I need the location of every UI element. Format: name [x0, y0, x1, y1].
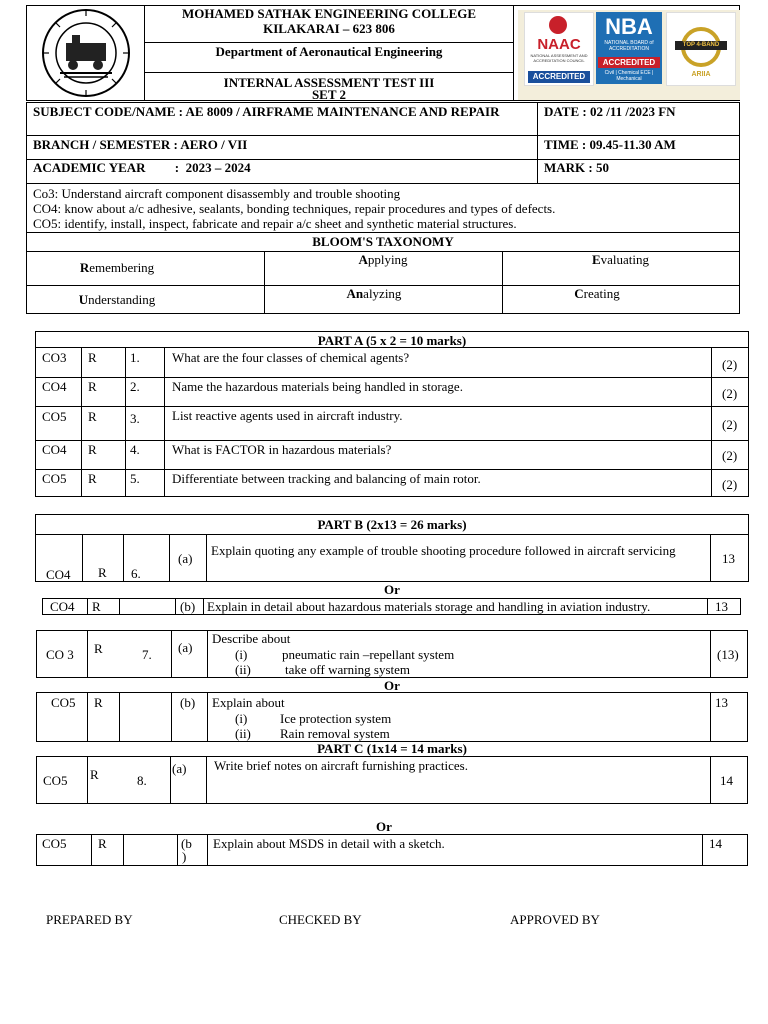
marks-cell: (2): [722, 477, 738, 492]
question-subpart: Rain removal system: [280, 726, 390, 741]
question-number: 1.: [130, 350, 140, 365]
naac-emblem-icon: [549, 16, 567, 34]
question-number: 8.: [137, 773, 147, 788]
or-divider: Or: [384, 582, 400, 597]
question-text: Explain quoting any example of trouble shooting procedure followed in aircraft servicing: [211, 543, 676, 558]
mark-field: MARK : 50: [544, 160, 609, 175]
marks-cell: (2): [722, 386, 738, 401]
question-number: 5.: [130, 471, 140, 486]
question-subpart: pneumatic rain –repellant system: [282, 647, 455, 662]
level-cell: R: [88, 442, 97, 457]
course-outcomes: [26, 183, 740, 233]
info-table: [26, 102, 740, 184]
roman-numeral: (i): [235, 647, 248, 662]
level-cell: R: [92, 599, 101, 614]
sub-label: (a): [178, 551, 193, 566]
part-c-q8a: [36, 756, 748, 804]
level-cell: R: [98, 565, 107, 580]
naac-title: NAAC: [537, 36, 581, 53]
question-subpart: take off warning system: [285, 662, 411, 677]
question-number: 3.: [130, 411, 140, 426]
approved-by: APPROVED BY: [510, 912, 600, 927]
sub-label: (b): [180, 599, 196, 614]
marks-cell: (2): [722, 417, 738, 432]
part-a-title: PART A (5 x 2 = 10 marks): [317, 333, 467, 348]
or-divider: Or: [376, 819, 392, 834]
sub-label: (a): [172, 761, 187, 776]
part-b-q7a: [36, 630, 748, 678]
co-cell: CO5: [43, 773, 68, 788]
question-text: Write brief notes on aircraft furnishing practices.: [214, 758, 468, 773]
or-divider: Or: [384, 678, 400, 693]
question-number: 6.: [131, 566, 141, 581]
level-cell: R: [88, 350, 97, 365]
roman-numeral: (i): [235, 711, 248, 726]
academic-year-field: ACADEMIC YEAR : 2023 – 2024: [33, 160, 251, 175]
blooms-title: BLOOM'S TAXONOMY: [312, 234, 454, 249]
question-text: Differentiate between tracking and balancing of main rotor.: [172, 471, 481, 486]
question-subpart: Ice protection system: [280, 711, 392, 726]
time-field: TIME : 09.45-11.30 AM: [544, 137, 676, 152]
nba-title: NBA: [605, 14, 653, 39]
question-number: 7.: [142, 647, 152, 662]
sub-label: (a): [178, 640, 193, 655]
marks-cell: 14: [709, 836, 722, 851]
part-b-title: PART B (2x13 = 26 marks): [317, 517, 467, 532]
bloom-analyzing: Analyzing: [346, 286, 402, 301]
question-text: List reactive agents used in aircraft industry.: [172, 408, 403, 423]
co-cell: CO 3: [46, 647, 74, 662]
roman-numeral: (ii): [235, 662, 251, 677]
question-text: Name the hazardous materials being handled in storage.: [172, 379, 463, 394]
sub-label: (b: [181, 836, 192, 851]
test-title: INTERNAL ASSESSMENT TEST III: [223, 75, 435, 90]
question-text: Explain in detail about hazardous materials storage and handling in aviation industry.: [207, 599, 651, 614]
blooms-table: [26, 232, 740, 314]
level-cell: R: [98, 836, 107, 851]
ariia-label: ARIIA: [691, 71, 711, 78]
part-a-table: [35, 331, 749, 497]
level-cell: R: [88, 409, 97, 424]
branch-field: BRANCH / SEMESTER : AERO / VII: [33, 137, 248, 152]
ariia-logo: [666, 12, 736, 86]
outcome-co3: Co3: Understand aircraft component disassembly and trouble shooting: [33, 186, 401, 201]
college-title-block: [144, 5, 514, 101]
college-name: MOHAMED SATHAK ENGINEERING COLLEGE: [181, 6, 477, 21]
date-field: DATE : 02 /11 /2023 FN: [544, 104, 676, 119]
co-cell: CO3: [42, 350, 67, 365]
level-cell: R: [88, 379, 97, 394]
co-cell: CO4: [46, 567, 71, 582]
nba-subtitle: NATIONAL BOARD of ACCREDITATION: [604, 40, 654, 52]
roman-numeral: (ii): [235, 726, 251, 741]
department-name: Department of Aeronautical Engineering: [215, 44, 443, 59]
set-label: SET 2: [311, 89, 347, 100]
outcome-co5: CO5: identify, install, inspect, fabricate and repair a/c sheet and synthetic material structures.: [33, 216, 517, 231]
accreditation-logos: [518, 10, 740, 100]
bloom-applying: Applying: [358, 252, 408, 267]
part-c-title: PART C (1x14 = 14 marks): [317, 741, 467, 756]
question-number: 2.: [130, 379, 140, 394]
bloom-creating: Creating: [574, 286, 620, 301]
question-text: Describe about: [212, 631, 291, 646]
part-b-q6a: [35, 514, 749, 582]
co-cell: CO5: [42, 836, 67, 851]
part-b-q7b: [36, 692, 748, 742]
ariia-band-label: TOP 4-BAND: [675, 41, 727, 50]
marks-cell: 14: [720, 773, 733, 788]
part-c-q8b: [36, 834, 748, 866]
question-text: Explain about MSDS in detail with a sketch.: [213, 836, 445, 851]
college-city: KILAKARAI – 623 806: [263, 21, 395, 36]
naac-subtitle: NATIONAL ASSESSMENT AND ACCREDITATION COUNCIL: [530, 53, 588, 63]
naac-badge: ACCREDITED: [528, 71, 590, 83]
marks-cell: 13: [715, 695, 728, 710]
co-cell: CO4: [42, 442, 67, 457]
prepared-by: PREPARED BY: [46, 912, 133, 927]
naac-logo: [524, 12, 594, 86]
marks-cell: 13: [715, 599, 728, 614]
question-number: 4.: [130, 442, 140, 457]
co-cell: CO4: [50, 599, 75, 614]
marks-cell: (13): [717, 647, 739, 662]
part-b-q6b: [42, 598, 741, 615]
sub-label-close: ): [182, 849, 187, 864]
bloom-evaluating: Evaluating: [591, 252, 650, 267]
bloom-remembering: Remembering: [79, 260, 155, 275]
nba-departments: Civil | Chemical ECE | Mechanical: [604, 70, 654, 82]
marks-cell: 13: [722, 551, 735, 566]
co-cell: CO5: [42, 471, 67, 486]
co-cell: CO4: [42, 379, 67, 394]
sub-label: (b): [180, 695, 196, 710]
nba-logo: [596, 12, 662, 84]
co-cell: CO5: [51, 695, 76, 710]
college-logo: [28, 7, 144, 99]
question-text: What are the four classes of chemical agents?: [172, 350, 410, 365]
subject-field: SUBJECT CODE/NAME : AE 8009 / AIRFRAME MAINTENANCE AND REPAIR: [33, 104, 500, 119]
outcome-co4: CO4: know about a/c adhesive, sealants, bonding techniques, repair procedures and types of defects.: [33, 201, 556, 216]
level-cell: R: [88, 471, 97, 486]
level-cell: R: [94, 641, 103, 656]
question-text: What is FACTOR in hazardous materials?: [172, 442, 392, 457]
question-text: Explain about: [212, 695, 285, 710]
bloom-understanding: Understanding: [78, 292, 156, 307]
marks-cell: (2): [722, 357, 738, 372]
co-cell: CO5: [42, 409, 67, 424]
level-cell: R: [94, 695, 103, 710]
checked-by: CHECKED BY: [279, 912, 362, 927]
level-cell: R: [90, 767, 99, 782]
marks-cell: (2): [722, 448, 738, 463]
nba-badge: ACCREDITED: [598, 57, 660, 68]
